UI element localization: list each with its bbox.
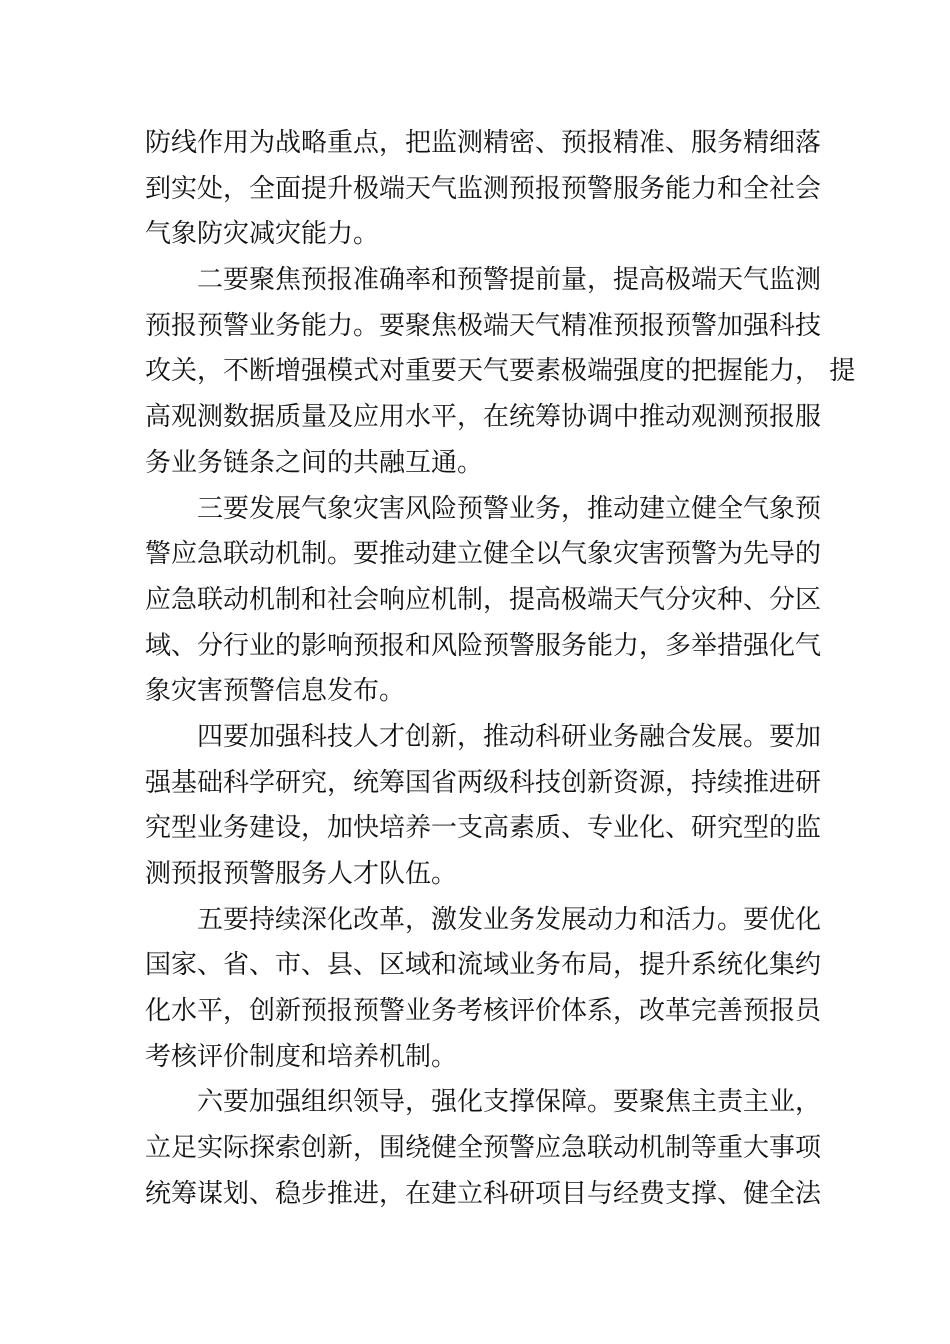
text-line: 高观测数据质量及应用水平，在统筹协调中推动观测预报服 <box>145 402 822 433</box>
text-line: 攻关，不断增强模式对重要天气要素极端强度的把握能力， 提 <box>145 356 856 387</box>
text-line: 测预报预警服务人才队伍。 <box>145 859 458 889</box>
paragraph-start-line: 五要持续深化改革，激发业务发展动力和活力。要优化 <box>197 904 822 935</box>
text-line: 化水平，创新预报预警业务考核评价体系，改革完善预报员 <box>145 996 822 1027</box>
text-line: 立足实际探索创新，围绕健全预警应急联动机制等重大事项 <box>145 1133 822 1164</box>
text-line: 务业务链条之间的共融互通。 <box>145 447 484 478</box>
text-line: 警应急联动机制。要推动建立健全以气象灾害预警为先导的 <box>145 539 822 570</box>
text-line: 应急联动机制和社会响应机制，提高极端天气分灾种、分区 <box>145 584 822 615</box>
paragraph-start-line: 二要聚焦预报准确率和预警提前量，提高极端天气监测 <box>197 265 822 296</box>
text-line: 考核评价制度和培养机制。 <box>145 1041 458 1072</box>
text-line: 防线作用为战略重点，把监测精密、预报精准、服务精细落 <box>145 128 822 158</box>
paragraph-start-line: 六要加强组织领导，强化支撑保障。要聚焦主责主业， <box>197 1087 822 1118</box>
paragraph-start-line: 三要发展气象灾害风险预警业务，推动建立健全气象预 <box>197 493 822 524</box>
paragraph-start-line: 四要加强科技人才创新，推动科研业务融合发展。要加 <box>197 721 822 752</box>
text-line: 强基础科学研究，统筹国省两级科技创新资源，持续推进研 <box>145 767 822 798</box>
text-line: 究型业务建设，加快培养一支高素质、专业化、研究型的监 <box>145 813 822 844</box>
text-line: 域、分行业的影响预报和风险预警服务能力，多举措强化气 <box>145 630 822 661</box>
text-line: 国家、省、市、县、区域和流域业务布局，提升系统化集约 <box>145 950 822 981</box>
text-line: 象灾害预警信息发布。 <box>145 676 406 707</box>
text-line: 统筹谋划、稳步推进，在建立科研项目与经费支撑、健全法 <box>145 1178 822 1209</box>
text-line: 气象防灾减灾能力。 <box>145 219 380 250</box>
text-line: 到实处，全面提升极端天气监测预报预警服务能力和全社会 <box>145 173 822 204</box>
document-body <box>145 121 856 1218</box>
text-line: 预报预警业务能力。要聚焦极端天气精准预报预警加强科技 <box>145 310 822 341</box>
